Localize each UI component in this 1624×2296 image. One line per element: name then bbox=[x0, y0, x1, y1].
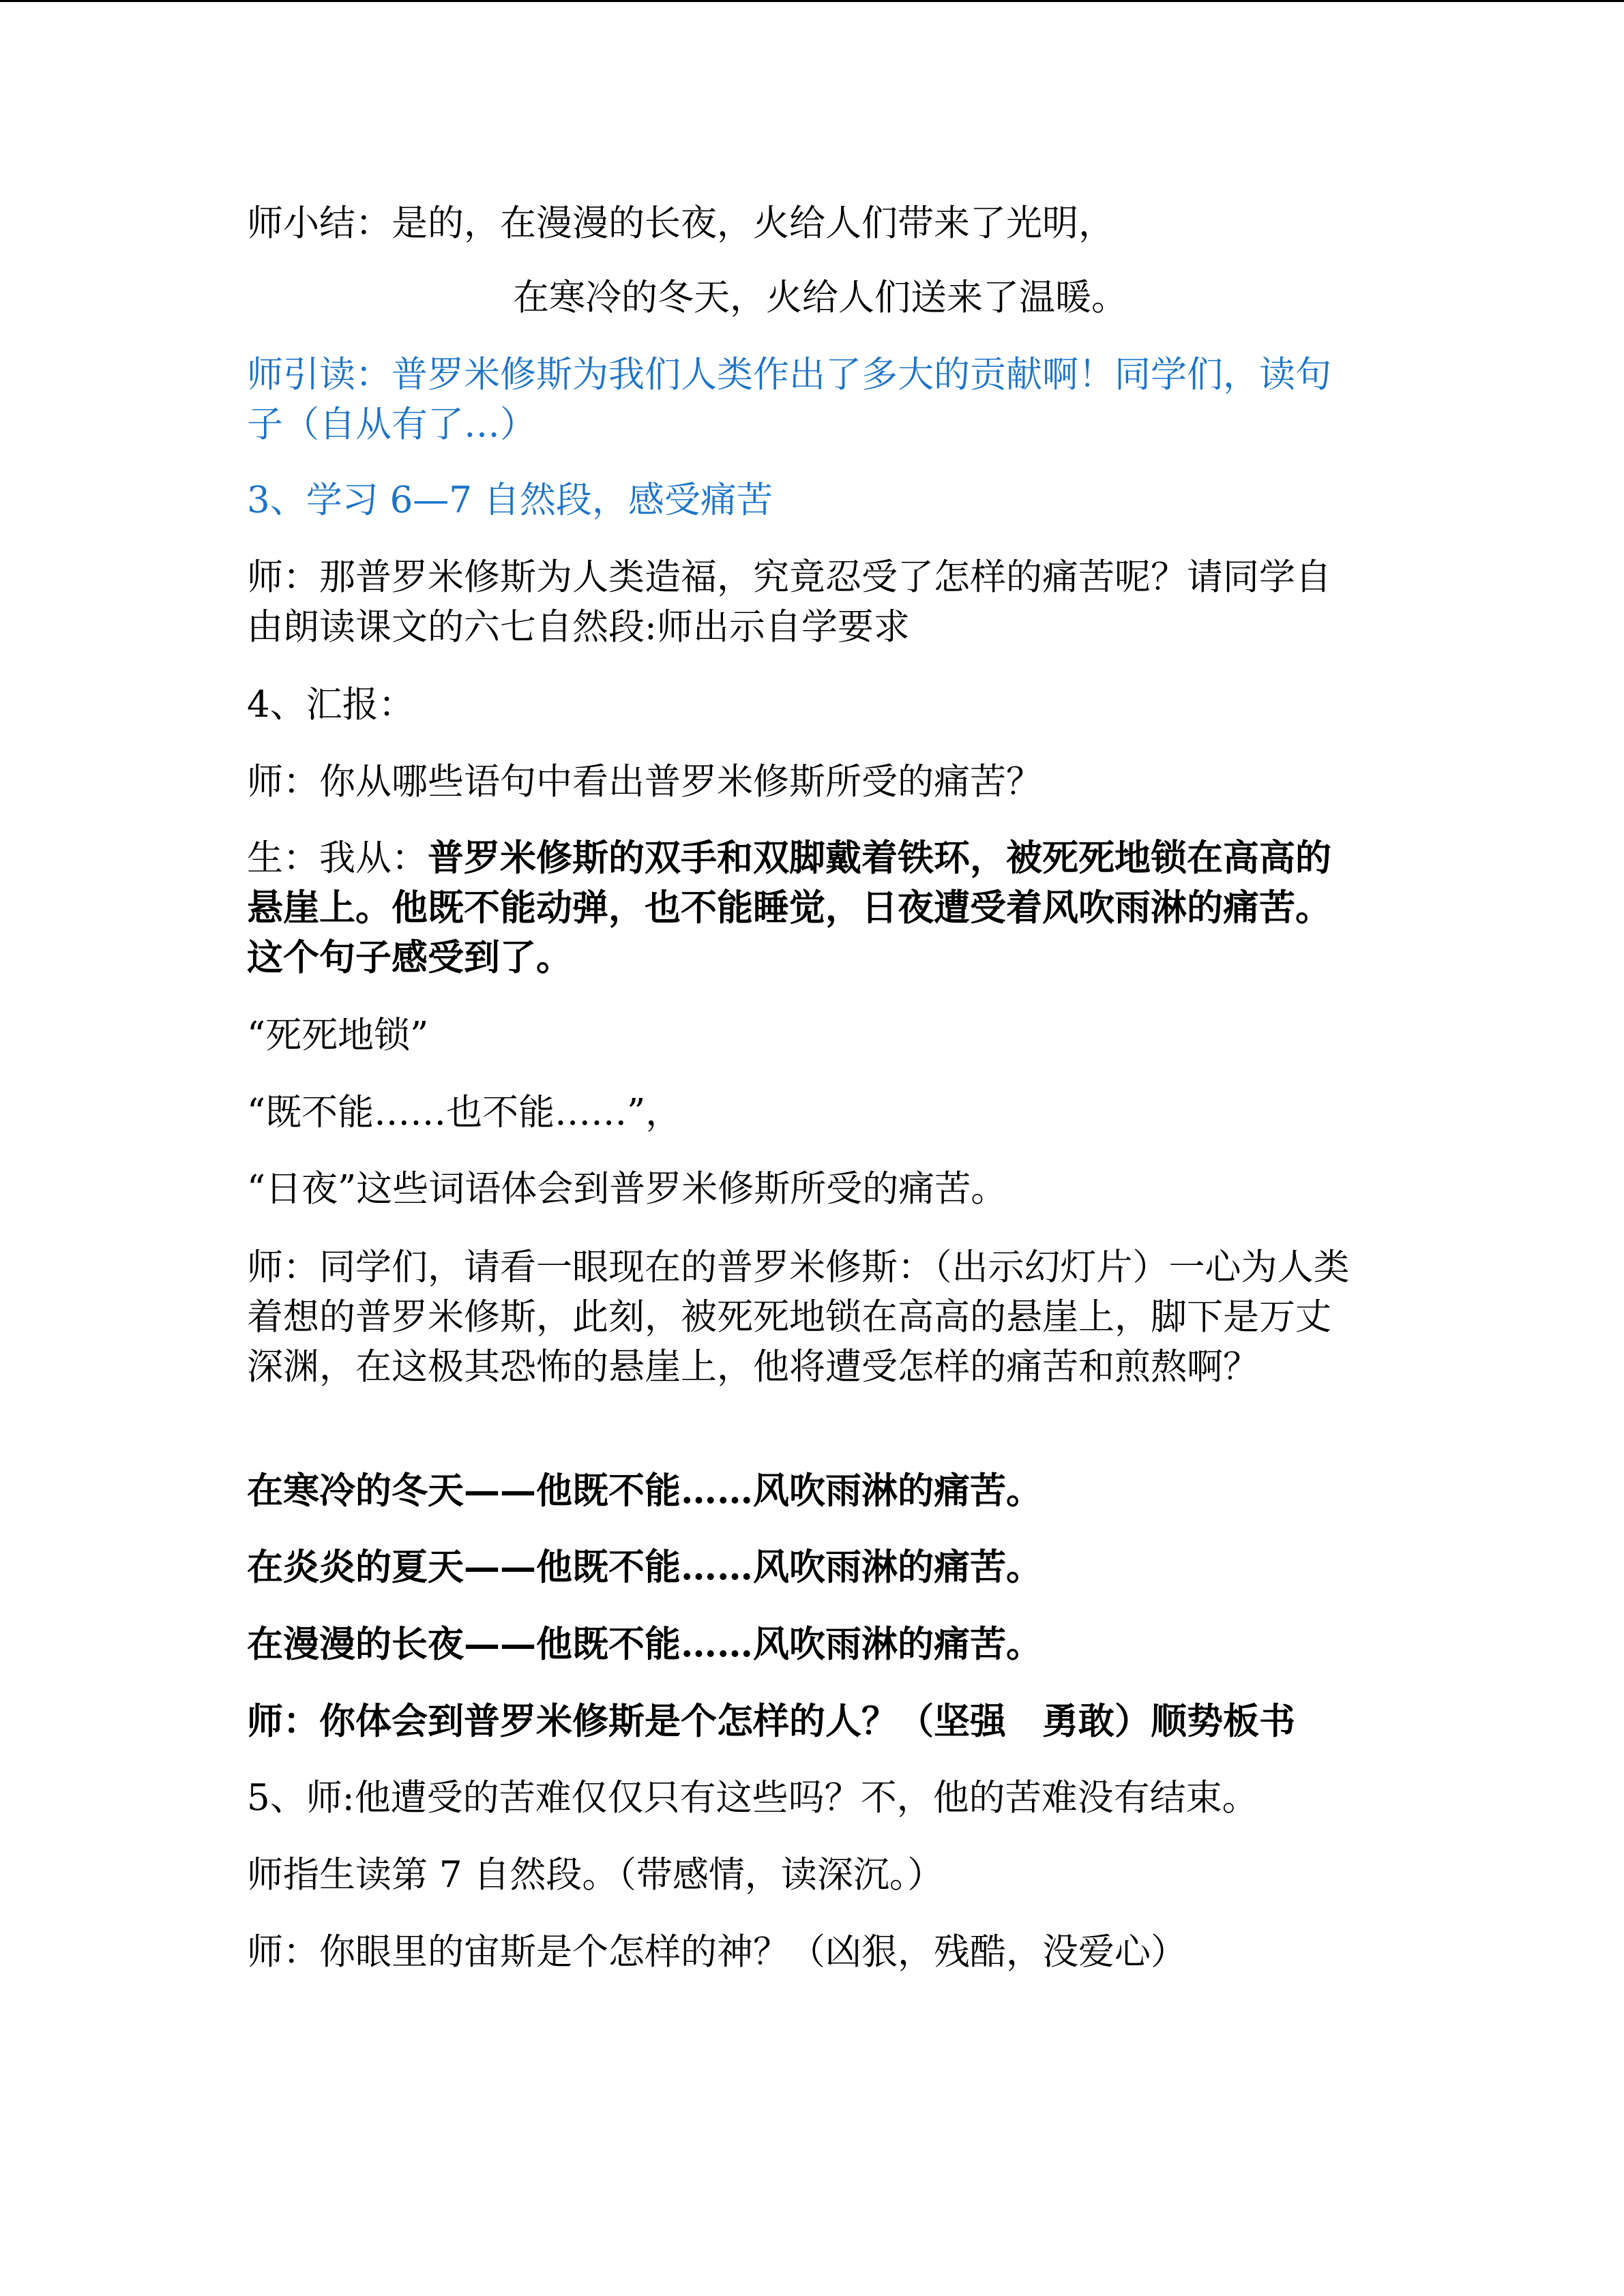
top-border-line bbox=[0, 0, 1624, 2]
section-heading-5: 5、师:他遭受的苦难仅仅只有这些吗？不，他的苦难没有结束。 bbox=[247, 1777, 1258, 1819]
paragraph-teacher-guided-reading: 师引读：普罗米修斯为我们人类作出了多大的贡献啊！同学们，读句子（自从有了…） bbox=[247, 354, 1331, 445]
phrase-locked-tight: “死死地锁” bbox=[247, 1015, 429, 1056]
student-answer-quote: 普罗米修斯的双手和双脚戴着铁环，被死死地锁在高高的悬崖上。他既不能动弹，也不能睡觉，日夜遭受着风吹雨淋的痛苦。这个句子感受到了。 bbox=[247, 837, 1331, 979]
phrase-day-and-night: “日夜”这些词语体会到普罗米修斯所受的痛苦。 bbox=[247, 1168, 1007, 1210]
bold-line-what-kind-of-person: 师：你体会到普罗米修斯是个怎样的人？（坚强 勇敢）顺势板书 bbox=[247, 1700, 1295, 1742]
section-heading-3: 3、学习 6—7 自然段，感受痛苦 bbox=[247, 479, 773, 521]
paragraph-teacher-which-sentences: 师：你从哪些语句中看出普罗米修斯所受的痛苦？ bbox=[247, 761, 1042, 803]
paragraph-student-answer bbox=[247, 833, 1355, 983]
paragraph-zeus-question: 师：你眼里的宙斯是个怎样的神？（凶狠，残酷，没爱心） bbox=[247, 1931, 1187, 1973]
paragraph-summary-continued: 在寒冷的冬天，火给人们送来了温暖。 bbox=[513, 277, 1127, 318]
paragraph-teacher-look-now: 师：同学们，请看一眼现在的普罗米修斯：（出示幻灯片）一心为人类着想的普罗米修斯，此刻，被死死地锁在高高的悬崖上，脚下是万丈深渊，在这极其恐怖的悬崖上，他将遭受怎样的痛苦和煎熬啊？ bbox=[247, 1247, 1350, 1388]
student-answer-prefix: 生：我从： bbox=[247, 837, 428, 879]
bold-line-summer: 在炎炎的夏天——他既不能……风吹雨淋的痛苦。 bbox=[247, 1546, 1042, 1588]
paragraph-teacher-question-suffering: 师：那普罗米修斯为人类造福，究竟忍受了怎样的痛苦呢？请同学自由朗读课文的六七自然段:师出示自学要求 bbox=[247, 556, 1331, 648]
paragraph-teacher-summary: 师小结：是的，在漫漫的长夜，火给人们带来了光明， bbox=[247, 203, 1114, 244]
bold-line-long-night: 在漫漫的长夜——他既不能……风吹雨淋的痛苦。 bbox=[247, 1623, 1042, 1665]
bold-line-winter: 在寒冷的冬天——他既不能……风吹雨淋的痛苦。 bbox=[247, 1470, 1042, 1512]
section-heading-4: 4、汇报： bbox=[247, 684, 415, 726]
phrase-neither-nor: “既不能……也不能……”， bbox=[247, 1092, 682, 1133]
paragraph-read-section-7: 师指生读第 7 自然段。（带感情，读深沉。） bbox=[247, 1854, 944, 1896]
